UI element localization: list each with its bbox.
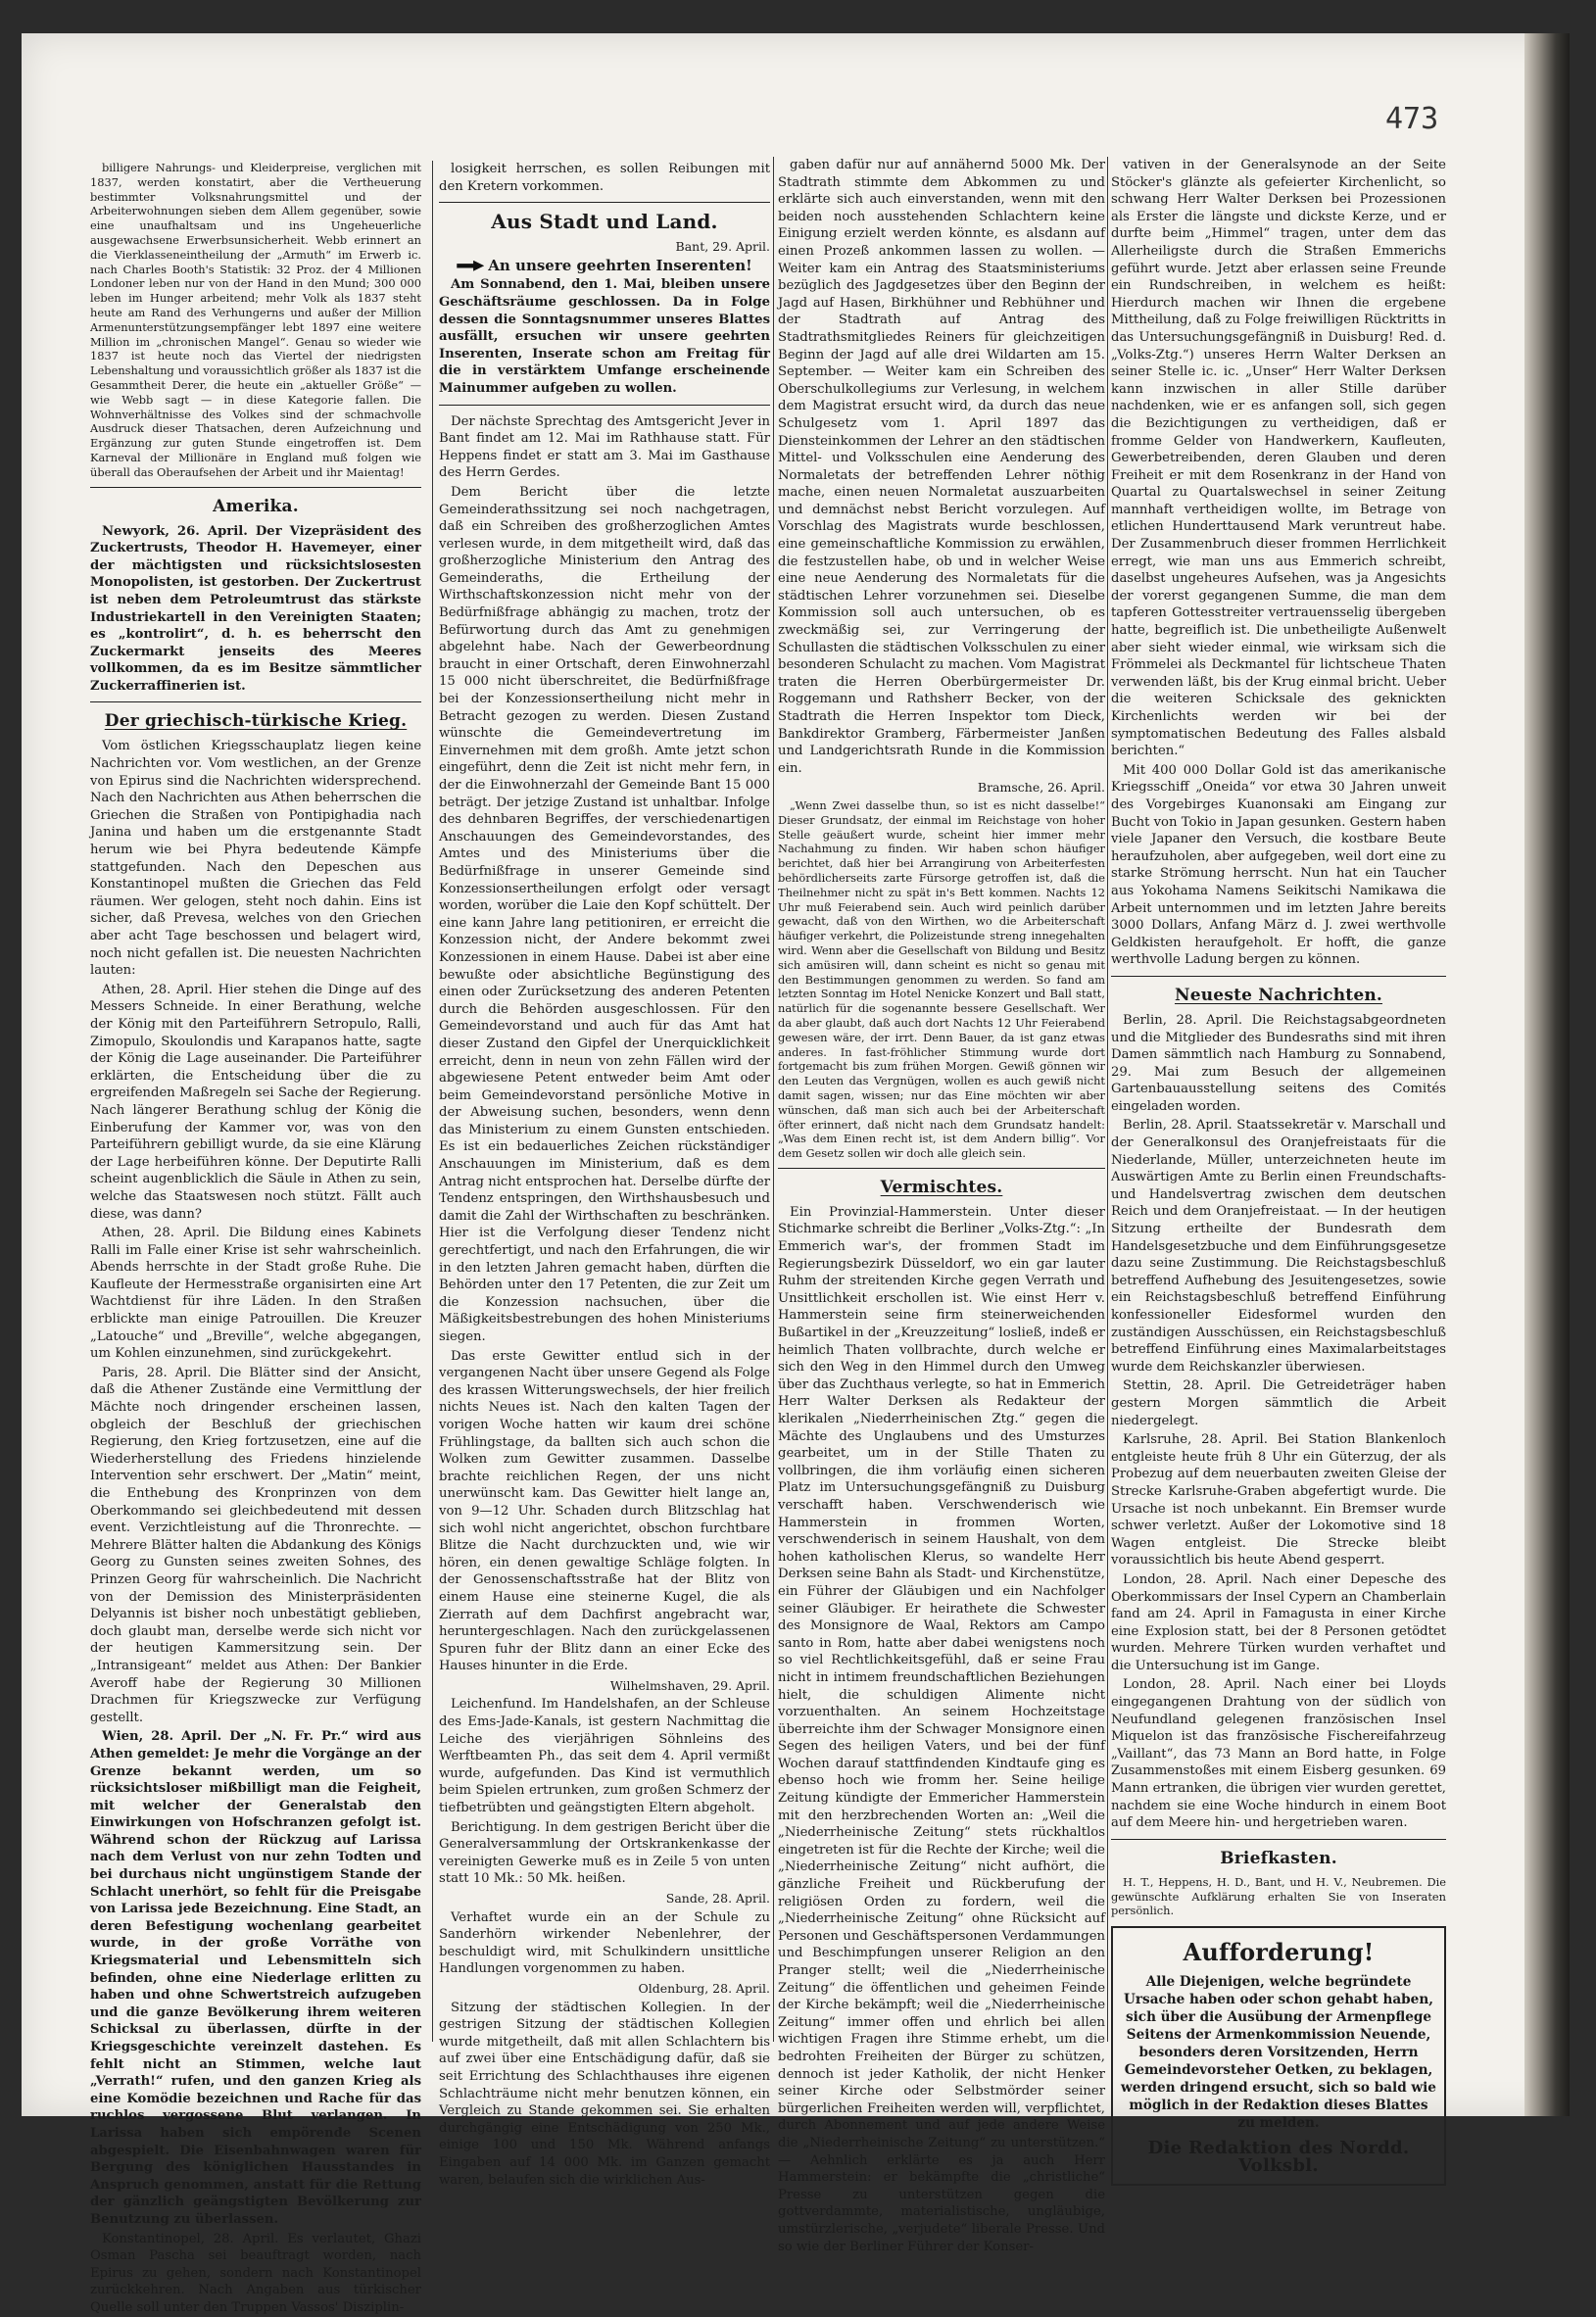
article-vermischtes: Ein Provinzial-Hammerstein. Unter dieser Stichmarke schreibt die Berliner „Volks-Ztg.“: „In Emmerich war's, der frommen Stadt im Regierungsbezirk Düsseldorf, wo ein gar lauter Ruhm der streitenden Kirche gegen Verrath und Unsittlichkeit erschollen ist. Wie einst Herr v. Hammerstein seine firm steinerweichenden Bußartikel in der „Kreuzzeitung“ losließ, indeß er heimlich Thaten vollbrachte, durch welche er sich den Weg in den Himmel durch den Umweg über das Zuchthaus verlegte, so hat in Emmerich Herr Walter Derksen als Redakteur der klerikalen „Niederrheinischen Ztg.“ gegen die Mächte des Unglaubens und des Umsturzes gearbeitet, um in der Stille Thaten zu vollbringen, die ihm vorläufig einen sicheren Platz im Untersuchungsgefängniß zu Duisburg verschafft haben. Verschwenderisch wie Hammerstein in frommen Worten, verschwenderisch in seinem Haushalt, von dem hohen katholischen Klerus, so wandelte Herr Derksen seine Bahn als Stadt- und Kirchenstütze, ein Führer der Gläubigen und ein Nachfolger seiner Gläubiger. Er heirathete die Schwester des Monsignore de Waal, Rektors am Campo santo in Rom, hatte aber dabei wenigstens noch so viel Rechtlichkeitsgefühl, daß er seine Frau nicht in intimem freundschaftlichen Beziehungen hielt, die schuldigen Alimente nicht vorzuenthalten. An seinem Hochzeitstage überreichte ihm der Schwager Monsignore einen Segen des heiligen Vaters, und bei der fünf Wochen darauf stattfindenden Kindtaufe ging es ebenso hoch wie fromm her. Seine heilige Zeitung kündigte der Emmericher Hammerstein mit den herzbrechenden Worten an: „Weil die „Niederrheinische Zeitung“ stets rückhaltlos eingetreten ist für die Rechte der Kirche; weil die „Niederrheinische Zeitung“ nicht aufhört, die gänzliche Freiheit und Rückberufung der religiösen Orden zu fordern, weil die „Niederrheinische Zeitung“ ohne Rücksicht auf Personen und Geschäftspersonen Verdammungen und Beschimpfungen unserer Religion an den Pranger stellt; weil die „Niederrheinische Zeitung“ die öffentlichen und geheimen Feinde der Kirche bekämpft; weil die „Niederrheinische Zeitung“ immer offen und ehrlich bei allen wichtigen Fragen ihre Stimme erhebt, um die bedrohten Freiheiten der Bürger zu schützen, dennoch ist jeder Katholik, der nicht Henker seiner Kirche oder Selbstmörder seiner bürgerlichen Freiheiten werden will, verpflichtet, durch Abonnement und auf jede andere Weise die „Niederrheinische Zeitung“ zu unterstützen.“ — Aehnlich erklärte es ja auch Herr Hammerstein: er bekämpfte die „christliche“ Presse zu unterstützen gegen die gottverdammte, materialistische, ungläubige, umstürzlerische, „verjudete“ liberale Presse. Und so wie der Berliner Führer der Konser-: [778, 1204, 1105, 2254]
column-3: [778, 157, 1105, 2254]
article-continuation: losigkeit herrschen, es sollen Reibungen mit den Kretern vorkommen.: [439, 162, 770, 194]
dateline: Newyork, 26. April.: [102, 523, 248, 539]
article-bramsche: „Wenn Zwei dasselbe thun, so ist es nicht dasselbe!“ Dieser Grundsatz, der einmal im Reichstage von hoher Stelle geäußert wurde, scheint hier immer mehr Nachahmung zu finden. Wir haben schon häufiger berichtet, daß hier bei Arrangirung von Arbeiterfesten behördlicherseits zarte Fürsorge getroffen ist, daß die Theilnehmer nicht zu spät in's Bett kommen. Nachts 12 Uhr muß Feierabend sein. Auch wird peinlich darüber gewacht, daß von den Wirthen, wo die Arbeiterschaft häufiger verkehrt, die Polizeistunde streng innegehalten wird. Wenn aber die Gesellschaft von Bildung und Besitz sich amüsiren will, dann scheint es nicht so genau mit den Bestimmungen genommen zu werden. So fand am letzten Sonntag im Hotel Nenicke Konzert und Ball statt, natürlich für die sogenannte bessere Gesellschaft. Wer da aber glaubt, daß auch dort Nachts 12 Uhr Feierabend gewesen wäre, der irrt. Denn Bauer, da ist ganz etwas anderes. In fast-fröhlicher Stimmung wurde dort fortgemacht bis zum frühen Morgen. Gewiß gönnen wir den Leuten das Vergnügen, wollen es auch gewiß nicht damit sagen, wissen; nur das Eine möchten wir aber wünschen, daß man sich auch bei der Arbeiterschaft öfter erinnert, daß nicht nach dem Grundsatz handelt: „Was dem Einen recht ist, ist dem Andern billig“. Vor dem Gesetz sollen wir doch alle gleich sein.: [778, 797, 1105, 1161]
article-oldenburg: Sitzung der städtischen Kollegien. In der gestrigen Sitzung der städtischen Kollegien wurde mitgetheilt, daß mit allen Schlachtern bis auf zwei über eine Entschädigung dafür, daß sie seit Errichtung des Schlachthauses ihre eigenen Schlachträume nicht mehr benutzen können, ein Vergleich zu Stande gekommen sei. Sie erhalten durchgängig eine Entschädigung von 250 Mk., einige 100 und 150 Mk. Während anfangs Eingaben auf 14 000 Mk. im Ganzen gemacht waren, belaufen sich die wirklichen Aus-: [439, 2000, 770, 2188]
column-divider: [432, 161, 433, 2042]
news-item: Berlin, 28. April. Staatssekretär v. Marschall und der Generalkonsul des Oranjefreistaats für die Niederlande, Müller, unterzeichneten heute im Auswärtigen Amte zu Berlin einen Freundschafts- und Handelsvertrag zwischen dem deutschen Reich und dem Oranjefreistaat. — In der heutigen Sitzung ertheilte der Bundesrath dem Handelsgesetzbuche und dem Einführungsgesetze dazu seine Zustimmung. Die Reichstagsbeschluß betreffend Aufhebung des Jesuitengesetzes, sowie ein Reichstagsbeschluß betreffend Einführung konfessioneller Eidesformel wurden den zuständigen Ausschüssen, ein Reichstagsbeschluß betreffend Einführung eines Maximalarbeitstages wurde dem Reichskanzler überwiesen.: [1111, 1118, 1446, 1375]
article-amerika: [90, 523, 421, 696]
news-item: Karlsruhe, 28. April. Bei Station Blankenloch entgleiste heute früh 8 Uhr ein Güterzug, der als Probezug auf dem neuerbauten zweiten Gleise der Strecke Karlsruhe-Graben abgefertigt wurde. Die Ursache ist noch unbekannt. Ein Bremser wurde schwer verletzt. Außer der Lokomotive sind 18 Wagen entgleist. Die Strecke bleibt voraussichtlich bis heute Abend gesperrt.: [1111, 1432, 1446, 1569]
article-paragraph: Konstantinopel, 28. April. Es verlautet, Ghazi Osman Pascha sei beauftragt worden, nach Epirus zu gehen, sondern nach Konstantinopel zurückkehren. Nach Angaben aus türkischer Quelle soll unter den Truppen Vassos' Disziplin-: [90, 2231, 421, 2315]
column-4: [1111, 157, 1446, 2176]
section-heading-stadt-und-land: Aus Stadt und Land.: [491, 210, 718, 234]
pointing-hand-icon: [457, 261, 484, 271]
section-heading-neueste-nachrichten: Neueste Nachrichten.: [1174, 985, 1383, 1005]
dateline: Bramsche, 26. April.: [977, 780, 1105, 796]
dateline: Sande, 28. April.: [665, 1891, 770, 1906]
article-sprechtag: Der nächste Sprechtag des Amtsgericht Jever in Bant findet am 12. Mai im Rathhause statt. Für Heppens findet er statt am 3. Mai im Gasthause des Herrn Gerdes.: [439, 413, 770, 481]
news-item: London, 28. April. Nach einer bei Lloyds eingegangenen Drahtung von der südlich von Neufundland gelegenen französischen Insel Miquelon ist das französische Fischereifahrzeug „Vaillant“, das 73 Mann an Bord hatte, in Folge Zusammenstoßes mit einem Eisberg gesunken. 69 Mann ertranken, die übrigen vier wurden gerettet, nachdem sie eine Woche hindurch in einem Boot auf dem Meere hin- und hergetrieben waren.: [1111, 1677, 1446, 1831]
article-paragraph: Vom östlichen Kriegsschauplatz liegen keine Nachrichten vor. Vom westlichen, an der Grenze von Epirus sind die Nachrichten widersprechend. Nach den Nachrichten aus Athen beherrschen die Griechen die Straßen von Pontipighadia nach Janina und haben um die erstgenannte Stadt herum wie bei Phyra bedeutende Kämpfe stattgefunden. Nach den Depeschen aus Konstantinopel mußten die Griechen das Feld räumen. Wer gelogen, steht noch dahin. Eins ist sicher, daß Prevesa, welches von den Griechen aber acht Tage beschossen und belagert wird, noch nicht gefallen ist. Die neuesten Nachrichten lauten:: [90, 739, 421, 979]
article-continuation: billigere Nahrungs- und Kleiderpreise, verglichen mit 1837, werden konstatirt, aber die Vertheuerung bestimmter Volksnahrungsmittel und der Arbeiterwohnungen sieben dem Allem gegenüber, sowie eine unaufhaltsam und ins Ungeheuerliche ausgewachsene Erwerbsunsicherheit. Webb erinnert an die Vierklasseneintheilung der „Armuth“ im Erwerb ic. nach Charles Booth's Statistik: 32 Proz. der 4 Millionen Londoner leben nur von der Hand in den Mund; 300 000 leben im Hunger arbeitend; mehr Volk als 1837 steht heute am Rand des Verhungerns und außer der Million Armenunterstützungsempfänger lebt 1897 eine weitere Million im „chronischen Mangel“. Genau so wieder wie 1837 ist heute noch das Viertel der niedrigsten Lebenshaltung und voraussichtlich größer als 1837 ist die Gesammtheit Derer, die heute ein „aktueller Größe“ — wie Webb sagt — in diese Kategorie fallen. Die Wohnverhältnisse des Volkes sind der schmachvolle Ausdruck dieser Thatsachen, deren Aufzeichnung und Ergänzung zur guten Stunde eingetroffen ist. Dem Karneval der Millionäre in England muß folgen wie überall das Oberaufsehen der Arbeit und ihr Maientag!: [90, 161, 421, 479]
section-rule: [90, 701, 421, 702]
article-gewitter: Das erste Gewitter entlud sich in der vergangenen Nacht über unsere Gegend als Folge des krassen Witterungswechsels, der hier freilich nichts Neues ist. Nach den kalten Tagen der vorigen Woche hatten wir kaum drei schöne Frühlingstage, da ballten sich auch schon die Wolken zum Gewitter zusammen. Dasselbe brachte reichlichen Regen, der uns nicht unerwünscht kam. Das Gewitter hielt lange an, von 9—12 Uhr. Schaden durch Blitzschlag hat sich wohl nicht angerichtet, obschon furchtbare Blitze die Nacht durchzuckten und, wie wir hören, ein denen gewaltige Schläge folgten. In der Genossenschaftsstraße hat der Blitz von einem Hause eine steinerne Kugel, die als Zierrath auf dem Dachfirst angebracht war, heruntergeschlagen. Nach den zurückgelassenen Spuren fuhr der Blitz dann an einer Ecke des Hauses hinunter in die Erde.: [439, 1348, 770, 1674]
news-item: London, 28. April. Nach einer Depesche des Oberkommissars der Insel Cypern an Chamberlain fand am 24. April in Famagusta in einer Kirche eine Explosion statt, bei der 8 Personen getödtet wurden. Mehrere Türken wurden verhaftet und die Untersuchung ist im Gange.: [1111, 1571, 1446, 1673]
briefkasten-text: H. T., Heppens, H. D., Bant, und H. V., Neubremen. Die gewünschte Aufklärung erhalten Sie von Inseraten persönlich.: [1111, 1874, 1446, 1918]
section-rule: [439, 202, 770, 203]
column-1: [90, 161, 421, 2315]
page-number: 473: [1385, 102, 1439, 136]
notice-box-aufforderung: [1111, 1926, 1446, 2186]
article-gold: Mit 400 000 Dollar Gold ist das amerikanische Kriegsschiff „Oneida“ vor etwa 30 Jahren unweit des Vorgebirges Kuanonsaki am Eingang zur Bucht von Tokio in Japan gesunken. Gestern haben viele Japaner den Versuch, die kostbare Beute heraufzuholen, aber aufgegeben, weil dort eine zu starke Strömung herrscht. Nun hat ein Taucher aus Yokohama Namens Seikitschi Namikawa die Arbeit unternommen und im letzten Jahre bereits 3000 Dollars, Anfang März d. J. zwei werthvolle Geldkisten heraufgeholt. Er hofft, die ganze werthvolle Ladung bergen zu können.: [1111, 762, 1446, 968]
article-sande: Verhaftet wurde ein an der Schule zu Sanderhörn wirkender Nebenlehrer, der beschuldigt wird, mit Schulkindern unsittliche Handlungen vorgenommen zu haben.: [439, 1909, 770, 1977]
article-paragraph: Athen, 28. April. Die Bildung eines Kabinets Ralli im Falle einer Krise ist sehr wahrscheinlich. Abends herrschte in der Stadt große Ruhe. Die Kaufleute der Hermesstraße organisirten eine Art Wachtdienst für ihre Läden. In den Straßen erblickte man einige Patrouillen. Die Kreuzer „Latouche“ und „Breville“, welche abgegangen, um Kohlen einzunehmen, sind zurückgekehrt.: [90, 1226, 421, 1362]
notice-text: Alle Diejenigen, welche begründete Ursache haben oder schon gehabt haben, sich über die Ausübung der Armenpflege Seitens der Armenkommission Neuende, besonders deren Vorsitzenden, Herrn Gemeindevorsteher Oetken, zu beklagen, werden dringend ersucht, sich so bald wie möglich in der Redaktion dieses Blattes zu melden.: [1121, 1974, 1436, 2132]
dateline: Bant, 29. April.: [675, 239, 770, 255]
column-2: [439, 161, 770, 2188]
column-divider: [1107, 157, 1108, 2042]
article-bericht: Dem Bericht über die letzte Gemeinderathssitzung sei noch nachgetragen, daß ein Schreiben des großherzoglichen Amtes verlesen wurde, in dem mitgetheilt wird, daß das großherzogliche Ministerium den Antrag des Gemeinderaths, die Ertheilung der Wirthschaftskonzession nicht mehr von der Bedürfnißfrage abhängig zu machen, trotz der Befürwortung durch das Amt zu genehmigen abgelehnt habe. Nach der Gewerbeordnung braucht in einer Ortschaft, deren Einwohnerzahl 15 000 nicht überschreitet, die Bedürfnißfrage bei der Konzessionsertheilung nicht mehr in Betracht gezogen zu werden. Diesen Zustand wünschte die Gemeindevertretung im Einvernehmen mit dem großh. Amte jetzt schon eingeführt, denn die Zeit ist nicht mehr fern, in der die Einwohnerzahl der Gemeinde Bant 15 000 beträgt. Der jetzige Zustand ist unhaltbar. Infolge des dehnbaren Begriffes, der verschiedenartigen Anschauungen des Gemeindevorstandes, des Amtes und des Ministeriums über die Bedürfnißfrage in unserer Gemeinde sind Konzessionsertheilungen erfolgt oder versagt worden, worüber die Laie den Kopf schüttelt. Der eine kann Jahre lang petitioniren, er erreicht die Konzession nicht, der Andere bekommt zwei Konzessionen in einem Hause. Dabei ist aber eine bewußte oder absichtliche Begünstigung des einen oder Zurücksetzung des anderen Petenten durch die Behörden ausgeschlossen. Für den Gemeindevorstand und auch für das Amt hat dieser Zustand den Gipfel der Unerquicklichkeit erreicht, denn in neun von zehn Fällen wird der abgewiesene Petent entweder beim Amt oder beim Gemeindevorstand persönliche Motive in der Abweisung suchen, besonders, wenn denn das Ministerium zu einem Gunsten entschieden. Es ist ein bedauerliches Zeichen rückständiger Anschauungen im Ministerium, daß es dem Antrag nicht entsprochen hat. Derselbe dürfte der Tendenz entspringen, den Wirthshausbesuch und damit die Zahl der Wirthschaften zu beschränken. Hier ist die Verfolgung dieser Tendenz nicht gerechtfertigt, und nach den Erfahrungen, die wir in den letzten Jahren gemacht haben, dürften die Behörden unter den 17 Petenten, die zur Zeit um die Konzession nachsuchen, über die Mäßigkeitsbestrebungen des hohen Ministeriums siegen.: [439, 484, 770, 1344]
notice-text: Am Sonnabend, den 1. Mai, bleiben unsere Geschäftsräume geschlossen. Da in Folge dessen die Sonntagsnummer unseres Blattes ausfällt, ersuchen wir unsere geehrten Inserenten, Inserate schon am Freitag für die in verstärktem Umfange erscheinende Mainummer aufgeben zu wollen.: [439, 277, 770, 396]
article-berichtigung: Berichtigung. In dem gestrigen Bericht über die Generalversammlung der Ortskrankenkasse der vereinigten Gewerke muß es in Zeile 5 von unten statt 10 Mk.: 50 Mk. heißen.: [439, 1819, 770, 1887]
notice-heading: An unsere geehrten Inserenten!: [439, 258, 770, 275]
article-continuation: gaben dafür nur auf annähernd 5000 Mk. Der Stadtrath stimmte dem Abkommen zu und erklärte sich auch einverstanden, wenn mit den beiden noch ausstehenden Schlachtern keine Einigung erzielt werden könnte, es alsdann auf einen Prozeß ankommen lassen zu wollen. — Weiter kam ein Antrag des Staatsministeriums bezüglich des Jagdgesetzes über den Beginn der Jagd auf Hasen, Birkhühner und Rebhühner und der Stadtrath auf Antrag des Stadtrathsmitgliedes Reiners für gleichzeitigen Beginn der Jagd auf alle drei Wildarten am 15. September. — Weiter kam ein Schreiben des Oberschulkollegiums zur Verlesung, in welchem dem Magistrat ersucht wird, da durch das neue Schulgesetz vom 1. April 1897 das Diensteinkommen der Lehrer an den städtischen Mittel- und Volksschulen eine Aenderung des Normaletats der betreffenden Lehrer nöthig mache, einen neuen Normaletat auszuarbeiten und demnächst nebst Bericht vorzulegen. Auf Vorschlag des Magistrats wurde beschlossen, eine gemeinschaftliche Kommission zu erwählen, die festzustellen habe, ob und in welcher Weise eine neue Aenderung des Normaletats für die städtischen Lehrer vorzunehmen sei. Dieselbe Kommission soll auch untersuchen, ob es zweckmäßig sei, zur Verringerung der Schullasten die städtischen Volksschulen zu einer besonderen Schulacht zu machen. Vom Magistrat traten die Herren Oberbürgermeister Dr. Roggemann und Rathsherr Becker, von der Stadtrath die Herren Inspektor tom Dieck, Bankdirektor Gramberg, Färbermeister Janßen und Landgerichtsrath Runde in die Kommission ein.: [778, 158, 1105, 776]
section-rule: [90, 487, 421, 488]
book-binding: [1524, 33, 1570, 2116]
article-text: Der Vizepräsident des Zuckertrusts, Theodor H. Havemeyer, einer der mächtigsten und rücksichtslosesten Monopolisten, ist gestorben. Der Zuckertrust ist neben dem Petroleumtrust das stärkste Industriekartell in den Vereinigten Staaten; es „kontrolirt“, d. h. es beherrscht den Zuckermarkt jenseits des Meeres vollkommen, da es im Besitze sämmtlicher Zuckerraffinerien ist.: [90, 523, 421, 694]
article-paragraph: Athen, 28. April. Hier stehen die Dinge auf des Messers Schneide. In einer Berathung, welche der König mit den Parteiführern Setropulo, Ralli, Zimopulo, Skoulondis und Karapanos hatte, sagte der König die Lage auseinander. Die Parteiführer erklärten, die Entscheidung über die zu ergreifenden Maßregeln sei Sache der Regierung. Nach längerer Berathung schlug der König die Einberufung der Kammer vor, was von den Parteiführern gebilligt wurde, da sie eine Klärung der Lage herbeiführen könne. Der Deputirte Ralli scheint augenblicklich die Säule in Athen zu sein, welche das Staatswesen noch stützt. Fällt auch diese, was dann?: [90, 982, 421, 1222]
notice-inserenten: [439, 258, 770, 398]
dateline: Oldenburg, 28. April.: [638, 1980, 770, 1996]
section-heading-briefkasten: Briefkasten.: [1220, 1848, 1337, 1868]
section-rule: [1111, 976, 1446, 977]
notice-heading: Aufforderung!: [1183, 1938, 1375, 1967]
dateline: Wilhelmshaven, 29. April.: [609, 1677, 770, 1693]
section-rule: [1111, 1839, 1446, 1840]
notice-signature: Die Redaktion des Nordd. Volksbl.: [1147, 2138, 1410, 2176]
article-continuation: vativen in der Generalsynode an der Seite Stöcker's glänzte als gefeierter Kirchenlicht, so schwang Herr Walter Derksen bei Prozessionen als Erster die längste und dickste Kerze, und er durfte beim „Himmel“ tragen, unter dem das Allerheiligste durch die Straßen Emmerichs geführt wurde. Jetzt aber erlassen seine Freunde ein Rundschreiben, in welchem es heißt: Hierdurch machen wir Ihnen die ergebene Mittheilung, daß zu Folge freiwilligen Rücktritts in das Untersuchungsgefängniß in Duisburg! Red. d. „Volks-Ztg.“) unseres Herrn Walter Derksen an seiner Stelle ic. ic. „Unser“ Herr Walter Derksen kann inzwischen in aller Stille darüber nachdenken, wie er es anfangen soll, sich gegen die Bezichtigungen zu vertheidigen, daß er fromme Gelder von Handwerkern, Kaufleuten, Gewerbetreibenden, deren Glauben und deren Freiheit er mit dem Rosenkranz in der Hand von Quartal zu Quartalswechsel in seiner Zeitung mannhaft vertheidigen wollte, im Betrage von etlichen Hunderttausend Mark veruntreut habe. Der Zusammenbruch dieser frommen Herrlichkeit erregt, wie man uns aus Emmerich schreibt, daselbst ungeheures Aufsehen, was ja Angesichts der vorerst gegangenen Summe, die man dem tapferen Gottesstreiter vertrauensselig übergeben hatte, begreiflich ist. Die unbetheiligte Außenwelt aber sieht wieder einmal, wie wirksam sich die Frömmelei als Deckmantel für lichtscheue Thaten verwenden läßt, bis der Krug einmal bricht. Ueber die weiteren Schicksale des geknickten Kirchenlichts werden wir bei der symptomatischen Bedeutung des Falles alsbald berichten.“: [1111, 158, 1446, 759]
article-paragraph: Wien, 28. April. Der „N. Fr. Pr.“ wird aus Athen gemeldet: Je mehr die Vorgänge an der Grenze bekannt werden, um so rücksichtsloser mißbilligt man die Feigheit, mit welcher der Generalstab den Einwirkungen von Hofschranzen gefolgt ist. Während schon der Rückzug auf Larissa nach dem Verlust von nur zehn Todten und bei durchaus nicht ungünstigem Stande der Schlacht unerhört, so fehlt für die Preisgabe von Larissa jede Bezeichnung. Eine Stadt, an deren Befestigung wochenlang gearbeitet wurde, in der große Vorräthe von Kriegsmaterial und Lebensmitteln sich befinden, ohne eine Niederlage erlitten zu haben und ohne Schwertstreich aufzugeben und die ganze Bevölkerung ihrem weiteren Schicksal zu überlassen, dürfte in der Kriegsgeschichte vereinzelt dastehen. Es fehlt nicht an Stimmen, welche laut „Verrath!“ rufen, und den ganzen Krieg als eine Komödie bezeichnen und Rache für das ruchlos vergossene Blut verlangen. In Larissa haben sich empörende Scenen abgespielt. Die Eisenbahnwagen waren für Bergung des königlichen Hausstandes in Anspruch genommen, anstatt für die Rettung der gänzlich geängstigten Bevölkerung zur Benutzung zu überlassen.: [90, 1729, 421, 2227]
section-heading-amerika: Amerika.: [213, 496, 299, 516]
article-leichenfund: Leichenfund. Im Handelshafen, an der Schleuse des Ems-Jade-Kanals, ist gestern Nachmittag die Leiche des vierjährigen Söhnleins des Werftbeamten Ph., das seit dem 4. April vermißt wurde, aufgefunden. Das Kind ist vermuthlich beim Spielen ertrunken, zum großen Schmerz der tiefbetrübten und geängstigten Eltern abgeholt.: [439, 1697, 770, 1816]
column-divider: [773, 157, 774, 2042]
news-item: Stettin, 28. April. Die Getreideträger haben gestern Morgen sämmtlich die Arbeit niedergelegt.: [1111, 1378, 1446, 1428]
article-paragraph: Paris, 28. April. Die Blätter sind der Ansicht, daß die Athener Zustände eine Vermittlung der Mächte noch dringender erscheinen lassen, obgleich der Beschluß der griechischen Regierung, den Krieg fortzusetzen, eine auf die Wiederherstellung des Friedens hinzielende Intervention sehr erschwert. Der „Matin“ meint, die Enthebung des Kronprinzen von dem Oberkommando sei gleichbedeutend mit dessen event. Verzichtleistung auf die Thronrechte. — Mehrere Blätter halten die Abdankung des Königs Georg zu Gunsten seines zweiten Sohnes, des Prinzen Georg für wahrscheinlich. Die Nachricht von der Demission des Ministerpräsidenten Delyannis ist bisher noch unbestätigt geblieben, doch glaubt man, derselbe werde sich nicht vor der heutigen Kammersitzung sein. Der „Intransigeant“ meldet aus Athen: Der Bankier Averoff habe der Regierung 30 Millionen Drachmen für Kriegszwecke zur Verfügung gestellt.: [90, 1365, 421, 1725]
section-heading-vermischtes: Vermischtes.: [880, 1177, 1003, 1197]
section-rule: [778, 1168, 1105, 1169]
section-heading-krieg: Der griechisch-türkische Krieg.: [104, 711, 408, 732]
news-item: Berlin, 28. April. Die Reichstagsabgeordneten und die Mitglieder des Bundesraths sind mit ihren Damen sämmtlich nach Hamburg zu Sonnabend, 29. Mai zum Besuch der allgemeinen Gartenbauausstellung seitens des Comités eingeladen worden.: [1111, 1012, 1446, 1114]
section-rule: [439, 405, 770, 406]
